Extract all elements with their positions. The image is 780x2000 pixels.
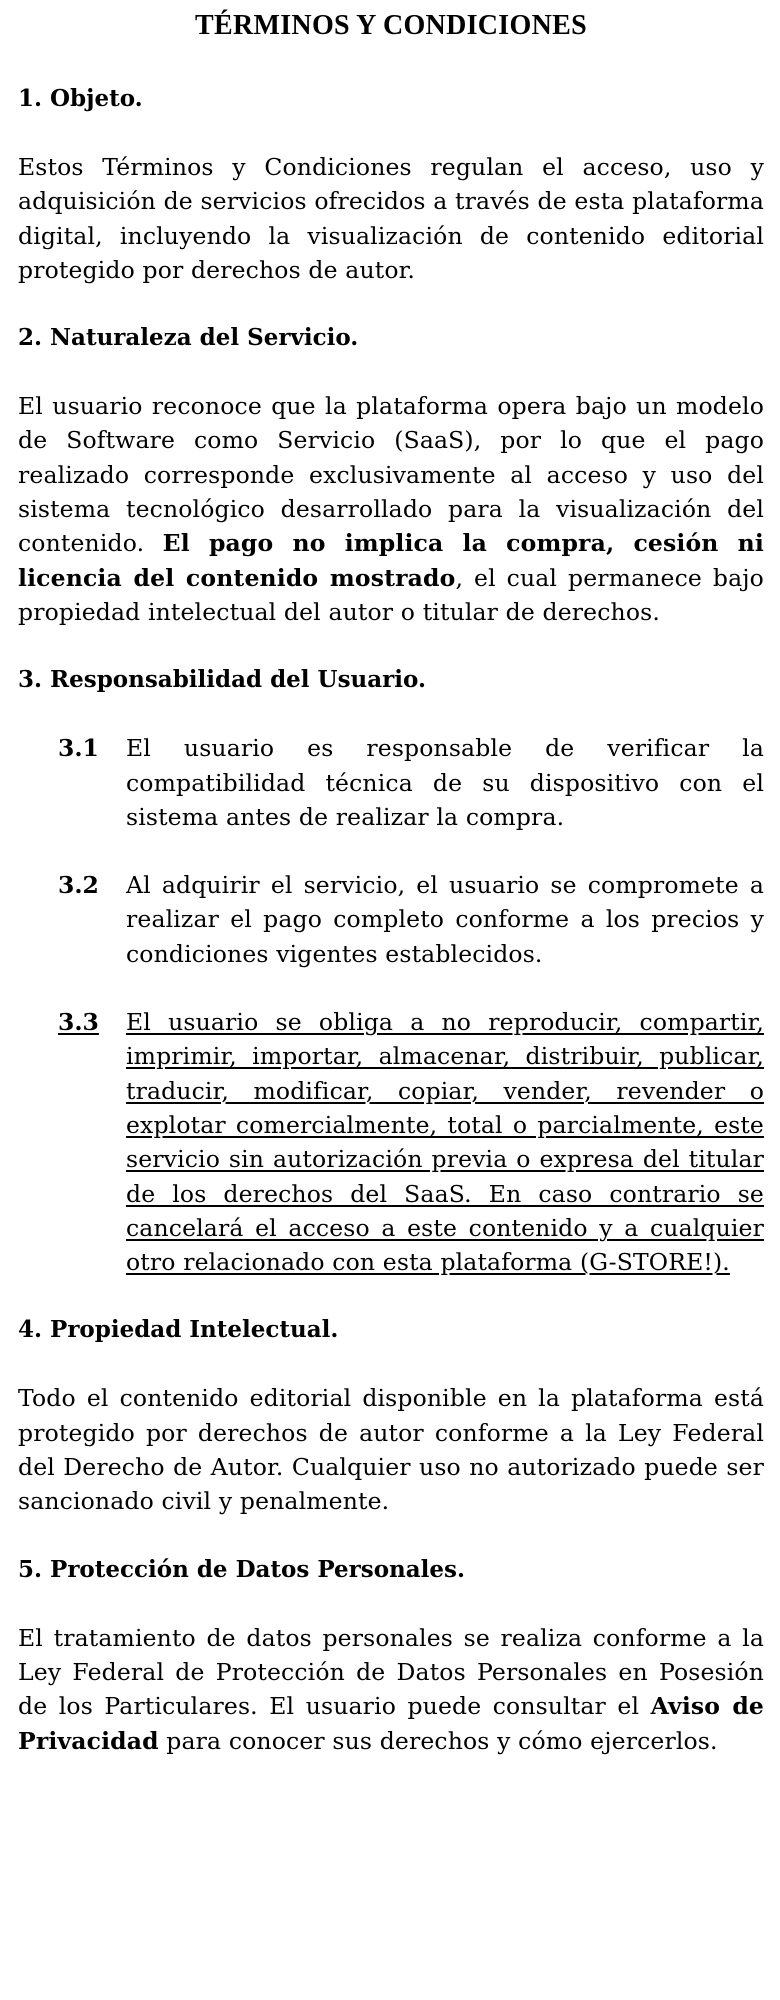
section-heading-naturaleza: 2. Naturaleza del Servicio.: [18, 324, 359, 352]
section-heading-objeto: 1. Objeto.: [18, 85, 143, 112]
section-heading-responsabilidad: 3. Responsabilidad del Usuario.: [18, 666, 426, 694]
section-paragraph-datos: [18, 1621, 764, 1758]
clause-number: 3.2: [58, 871, 99, 900]
section-paragraph-propiedad: Todo el contenido editorial disponible en la plataforma está protegido por derechos de autor conforme a la Ley Federal del Derecho de Autor. Cualquier uso no autorizado puede ser sancionado civil y penalmente.: [18, 1384, 764, 1516]
paragraph-text: para conocer sus derechos y cómo ejercerlos.: [158, 1726, 718, 1755]
clause-number: 3.3: [58, 1008, 99, 1037]
clause-text: Al adquirir el servicio, el usuario se compromete a realizar el pago completo conforme a los precios y condiciones vigentes establecidos.: [126, 871, 764, 968]
page-title: TÉRMINOS Y CONDICIONES: [195, 10, 587, 41]
paragraph-bold-text: El pago no implica la compra, cesión ni licencia del contenido mostrado: [18, 529, 764, 592]
clause-3-1: [18, 731, 764, 834]
privacy-notice-reference: Aviso de Privacidad: [18, 1692, 764, 1755]
paragraph-text: El tratamiento de datos personales se realiza conforme a la Ley Federal de Protección de Datos Personales en Posesión de los Particulares. El usuario puede consultar el: [18, 1623, 764, 1721]
clause-number: 3.1: [58, 734, 99, 763]
paragraph-text: , el cual permanece bajo propiedad intelectual del autor o titular de derechos.: [18, 563, 764, 626]
clause-text: El usuario se obliga a no reproducir, compartir, imprimir, importar, almacenar, distribuir, publicar, traducir, modificar, copiar, vender, revender o explotar comercialmente, total o parcialmente, este servicio sin autorización previa o expresa del titular de los derechos del SaaS. En caso contrario se cancelará el acceso a este contenido y a cualquier otro relacionado con esta plataforma (G-STORE!).: [126, 1008, 764, 1277]
section-heading-datos: 5. Protección de Datos Personales.: [18, 1555, 466, 1583]
paragraph-text: El usuario reconoce que la plataforma opera bajo un modelo de Software como Servicio (SaaS), por lo que el pago realizado corresponde exclusivamente al acceso y uso del sistema tecnológico desarrollado para la visualización del contenido.: [18, 392, 764, 558]
section-paragraph-objeto: Estos Términos y Condiciones regulan el acceso, uso y adquisición de servicios ofrecidos a través de esta plataforma digital, incluyendo la visualización de contenido editorial protegido por derechos de autor.: [18, 153, 764, 284]
section-heading-propiedad: 4. Propiedad Intelectual.: [18, 1316, 339, 1344]
clause-text: El usuario es responsable de verificar la compatibilidad técnica de su dispositivo con el sistema antes de realizar la compra.: [126, 734, 764, 831]
clause-3-3: [18, 1005, 764, 1279]
clause-3-2: [18, 868, 764, 971]
section-paragraph-naturaleza: [18, 389, 764, 629]
